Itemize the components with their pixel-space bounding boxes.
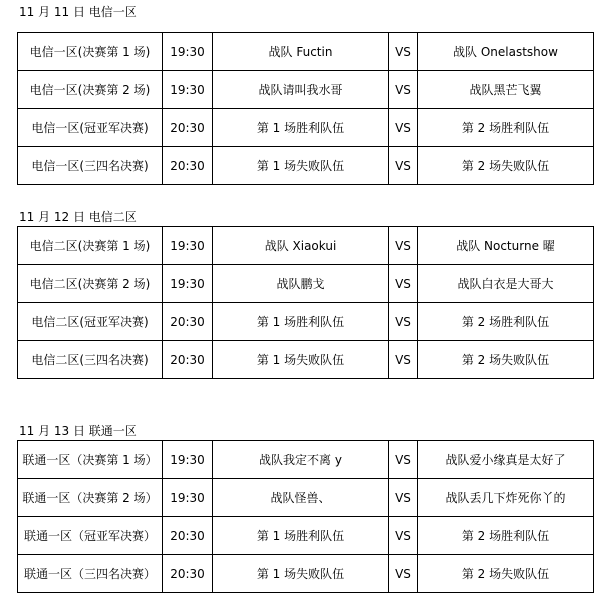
team-a-cell: 第 1 场胜利队伍 [213, 517, 389, 555]
vs-cell: VS [389, 555, 418, 593]
vs-cell: VS [389, 33, 418, 71]
match-cell: 电信一区(决赛第 2 场) [18, 71, 163, 109]
time-cell: 19:30 [163, 265, 213, 303]
table-row [18, 227, 594, 265]
team-a-cell: 战队怪兽、 [213, 479, 389, 517]
vs-cell: VS [389, 109, 418, 147]
team-b-cell: 第 2 场胜利队伍 [418, 517, 594, 555]
vs-cell: VS [389, 341, 418, 379]
vs-cell: VS [389, 265, 418, 303]
vs-cell: VS [389, 517, 418, 555]
team-a-cell: 第 1 场失败队伍 [213, 555, 389, 593]
match-cell: 电信二区(决赛第 2 场) [18, 265, 163, 303]
team-a-cell: 战队我定不离 y [213, 441, 389, 479]
section-heading: 11 月 11 日 电信一区 [19, 5, 137, 19]
team-a-cell: 第 1 场失败队伍 [213, 147, 389, 185]
time-cell: 20:30 [163, 109, 213, 147]
table-row [18, 71, 594, 109]
team-b-cell: 第 2 场失败队伍 [418, 555, 594, 593]
team-a-cell: 第 1 场胜利队伍 [213, 109, 389, 147]
time-cell: 20:30 [163, 555, 213, 593]
team-b-cell: 战队 Nocturne 曜 [418, 227, 594, 265]
vs-cell: VS [389, 441, 418, 479]
match-cell: 联通一区（决赛第 1 场） [18, 441, 163, 479]
time-cell: 19:30 [163, 33, 213, 71]
time-cell: 19:30 [163, 479, 213, 517]
team-b-cell: 战队黑芒飞翼 [418, 71, 594, 109]
team-b-cell: 战队爱小缘真是太好了 [418, 441, 594, 479]
team-b-cell: 第 2 场失败队伍 [418, 147, 594, 185]
table-row [18, 479, 594, 517]
schedule-table [17, 32, 594, 185]
schedule-table [17, 440, 594, 593]
time-cell: 19:30 [163, 441, 213, 479]
match-cell: 电信二区(冠亚军决赛) [18, 303, 163, 341]
section-heading: 11 月 12 日 电信二区 [19, 210, 137, 224]
time-cell: 19:30 [163, 71, 213, 109]
match-cell: 电信一区(冠亚军决赛) [18, 109, 163, 147]
match-cell: 电信二区(决赛第 1 场) [18, 227, 163, 265]
table-row [18, 341, 594, 379]
team-b-cell: 战队丢几下炸死你丫的 [418, 479, 594, 517]
match-cell: 电信一区(决赛第 1 场) [18, 33, 163, 71]
table-row [18, 109, 594, 147]
section-heading: 11 月 13 日 联通一区 [19, 424, 137, 438]
team-b-cell: 第 2 场胜利队伍 [418, 303, 594, 341]
team-a-cell: 战队鹏戈 [213, 265, 389, 303]
time-cell: 20:30 [163, 303, 213, 341]
team-a-cell: 战队请叫我水哥 [213, 71, 389, 109]
table-row [18, 265, 594, 303]
match-cell: 联通一区（决赛第 2 场） [18, 479, 163, 517]
team-b-cell: 第 2 场失败队伍 [418, 341, 594, 379]
time-cell: 20:30 [163, 147, 213, 185]
match-cell: 电信二区(三四名决赛) [18, 341, 163, 379]
team-b-cell: 战队 Onelastshow [418, 33, 594, 71]
team-b-cell: 战队白衣是大哥大 [418, 265, 594, 303]
vs-cell: VS [389, 479, 418, 517]
team-a-cell: 第 1 场失败队伍 [213, 341, 389, 379]
match-cell: 电信一区(三四名决赛) [18, 147, 163, 185]
table-row [18, 147, 594, 185]
vs-cell: VS [389, 303, 418, 341]
vs-cell: VS [389, 147, 418, 185]
table-row [18, 555, 594, 593]
time-cell: 19:30 [163, 227, 213, 265]
table-row [18, 303, 594, 341]
team-a-cell: 战队 Fuctin [213, 33, 389, 71]
match-cell: 联通一区（冠亚军决赛） [18, 517, 163, 555]
schedule-table [17, 226, 594, 379]
vs-cell: VS [389, 71, 418, 109]
team-b-cell: 第 2 场胜利队伍 [418, 109, 594, 147]
table-row [18, 33, 594, 71]
team-a-cell: 第 1 场胜利队伍 [213, 303, 389, 341]
table-row [18, 441, 594, 479]
time-cell: 20:30 [163, 517, 213, 555]
vs-cell: VS [389, 227, 418, 265]
team-a-cell: 战队 Xiaokui [213, 227, 389, 265]
table-row [18, 517, 594, 555]
time-cell: 20:30 [163, 341, 213, 379]
match-cell: 联通一区（三四名决赛） [18, 555, 163, 593]
